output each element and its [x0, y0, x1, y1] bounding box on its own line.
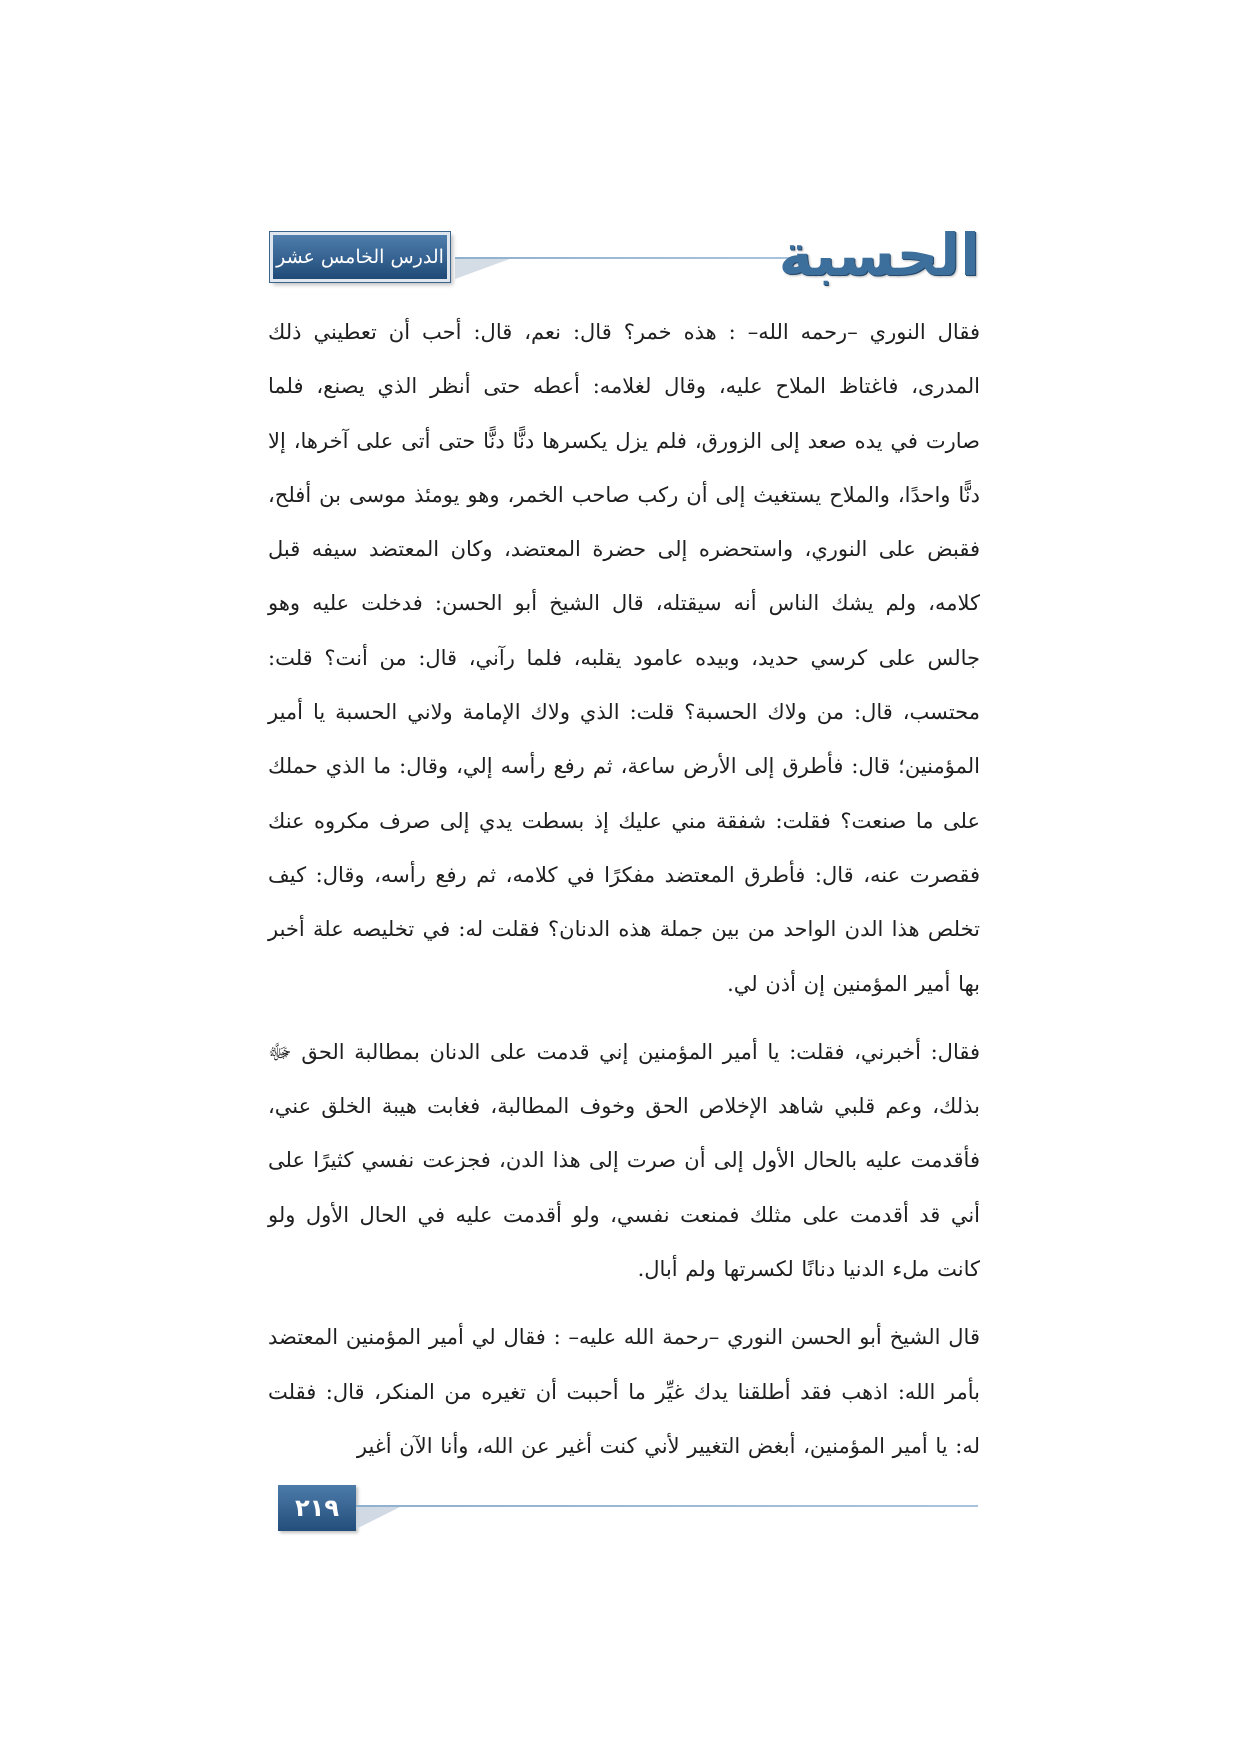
page-footer [278, 1485, 978, 1533]
page-number-box [278, 1485, 356, 1531]
header-decoration [455, 257, 515, 279]
chapter-title: الحسبة [778, 221, 980, 289]
paragraph-2: فقال: أخبرني، فقلت: يا أمير المؤمنين إني قدمت على الدنان بمطالبة الحق ﷻ بذلك، وعم قلبي شاهد الإخلاص الحق وخوف المطالبة، فغابت هيبة الخلق عني، فأقدمت عليه بالحال الأول إلى أن صرت إلى هذا الدن، فجزعت نفسي كثيرًا على أني قد أقدمت على مثلك فمنعت نفسي، ولو أقدمت عليه في الحال الأول ولو كانت ملء الدنيا دنانًا لكسرتها ولم أبال. [268, 1039, 980, 1282]
lesson-label: الدرس الخامس عشر [276, 246, 444, 268]
paragraph-3: قال الشيخ أبو الحسن النوري –رحمة الله عليه– : فقال لي أمير المؤمنين المعتضد بأمر الله: اذهب فقد أطلقنا يدك غيِّر ما أحببت أن تغيره من المنكر، قال: فقلت له: يا أمير المؤمنين، أبغض التغيير لأني كنت أغير عن الله، وأنا الآن أغير [268, 1325, 980, 1458]
footer-decoration [356, 1505, 404, 1529]
page-body [268, 305, 980, 1473]
page-number: ٢١٩ [295, 1494, 339, 1522]
paragraph-1: فقال النوري –رحمه الله– : هذه خمر؟ قال: نعم، قال: أحب أن تعطيني ذلك المدرى، فاغتاظ الملاح عليه، وقال لغلامه: أعطه حتى أنظر الذي يصنع، فلما صارت في يده صعد إلى الزورق، فلم يزل يكسرها دنًّا دنًّا حتى أتى على آخرها، إلا دنًّا واحدًا، والملاح يستغيث إلى أن ركب صاحب الخمر، وهو يومئذ موسى بن أفلح، فقبض على النوري، واستحضره إلى حضرة المعتضد، وكان المعتضد سيفه قبل كلامه، ولم يشك الناس أنه سيقتله، قال الشيخ أبو الحسن: فدخلت عليه وهو جالس على كرسي حديد، وبيده عامود يقلبه، فلما رآني، قال: من أنت؟ قلت: محتسب، قال: من ولاك الحسبة؟ قلت: الذي ولاك الإمامة ولاني الحسبة يا أمير المؤمنين؛ قال: فأطرق إلى الأرض ساعة، ثم رفع رأسه إلي، وقال: ما الذي حملك على ما صنعت؟ فقلت: شفقة مني عليك إذ بسطت يدي إلى صرف مكروه عنك فقصرت عنه، قال: فأطرق المعتضد مفكرًا في كلامه، ثم رفع رأسه، وقال: كيف تخلص هذا الدن الواحد من بين جملة هذه الدنان؟ فقلت له: في تخليصه علة أخبر بها أمير المؤمنين إن أذن لي. [268, 320, 980, 996]
footer-rule [356, 1505, 978, 1507]
header-rule [455, 257, 790, 259]
page-header [270, 221, 980, 289]
lesson-badge [270, 232, 450, 282]
